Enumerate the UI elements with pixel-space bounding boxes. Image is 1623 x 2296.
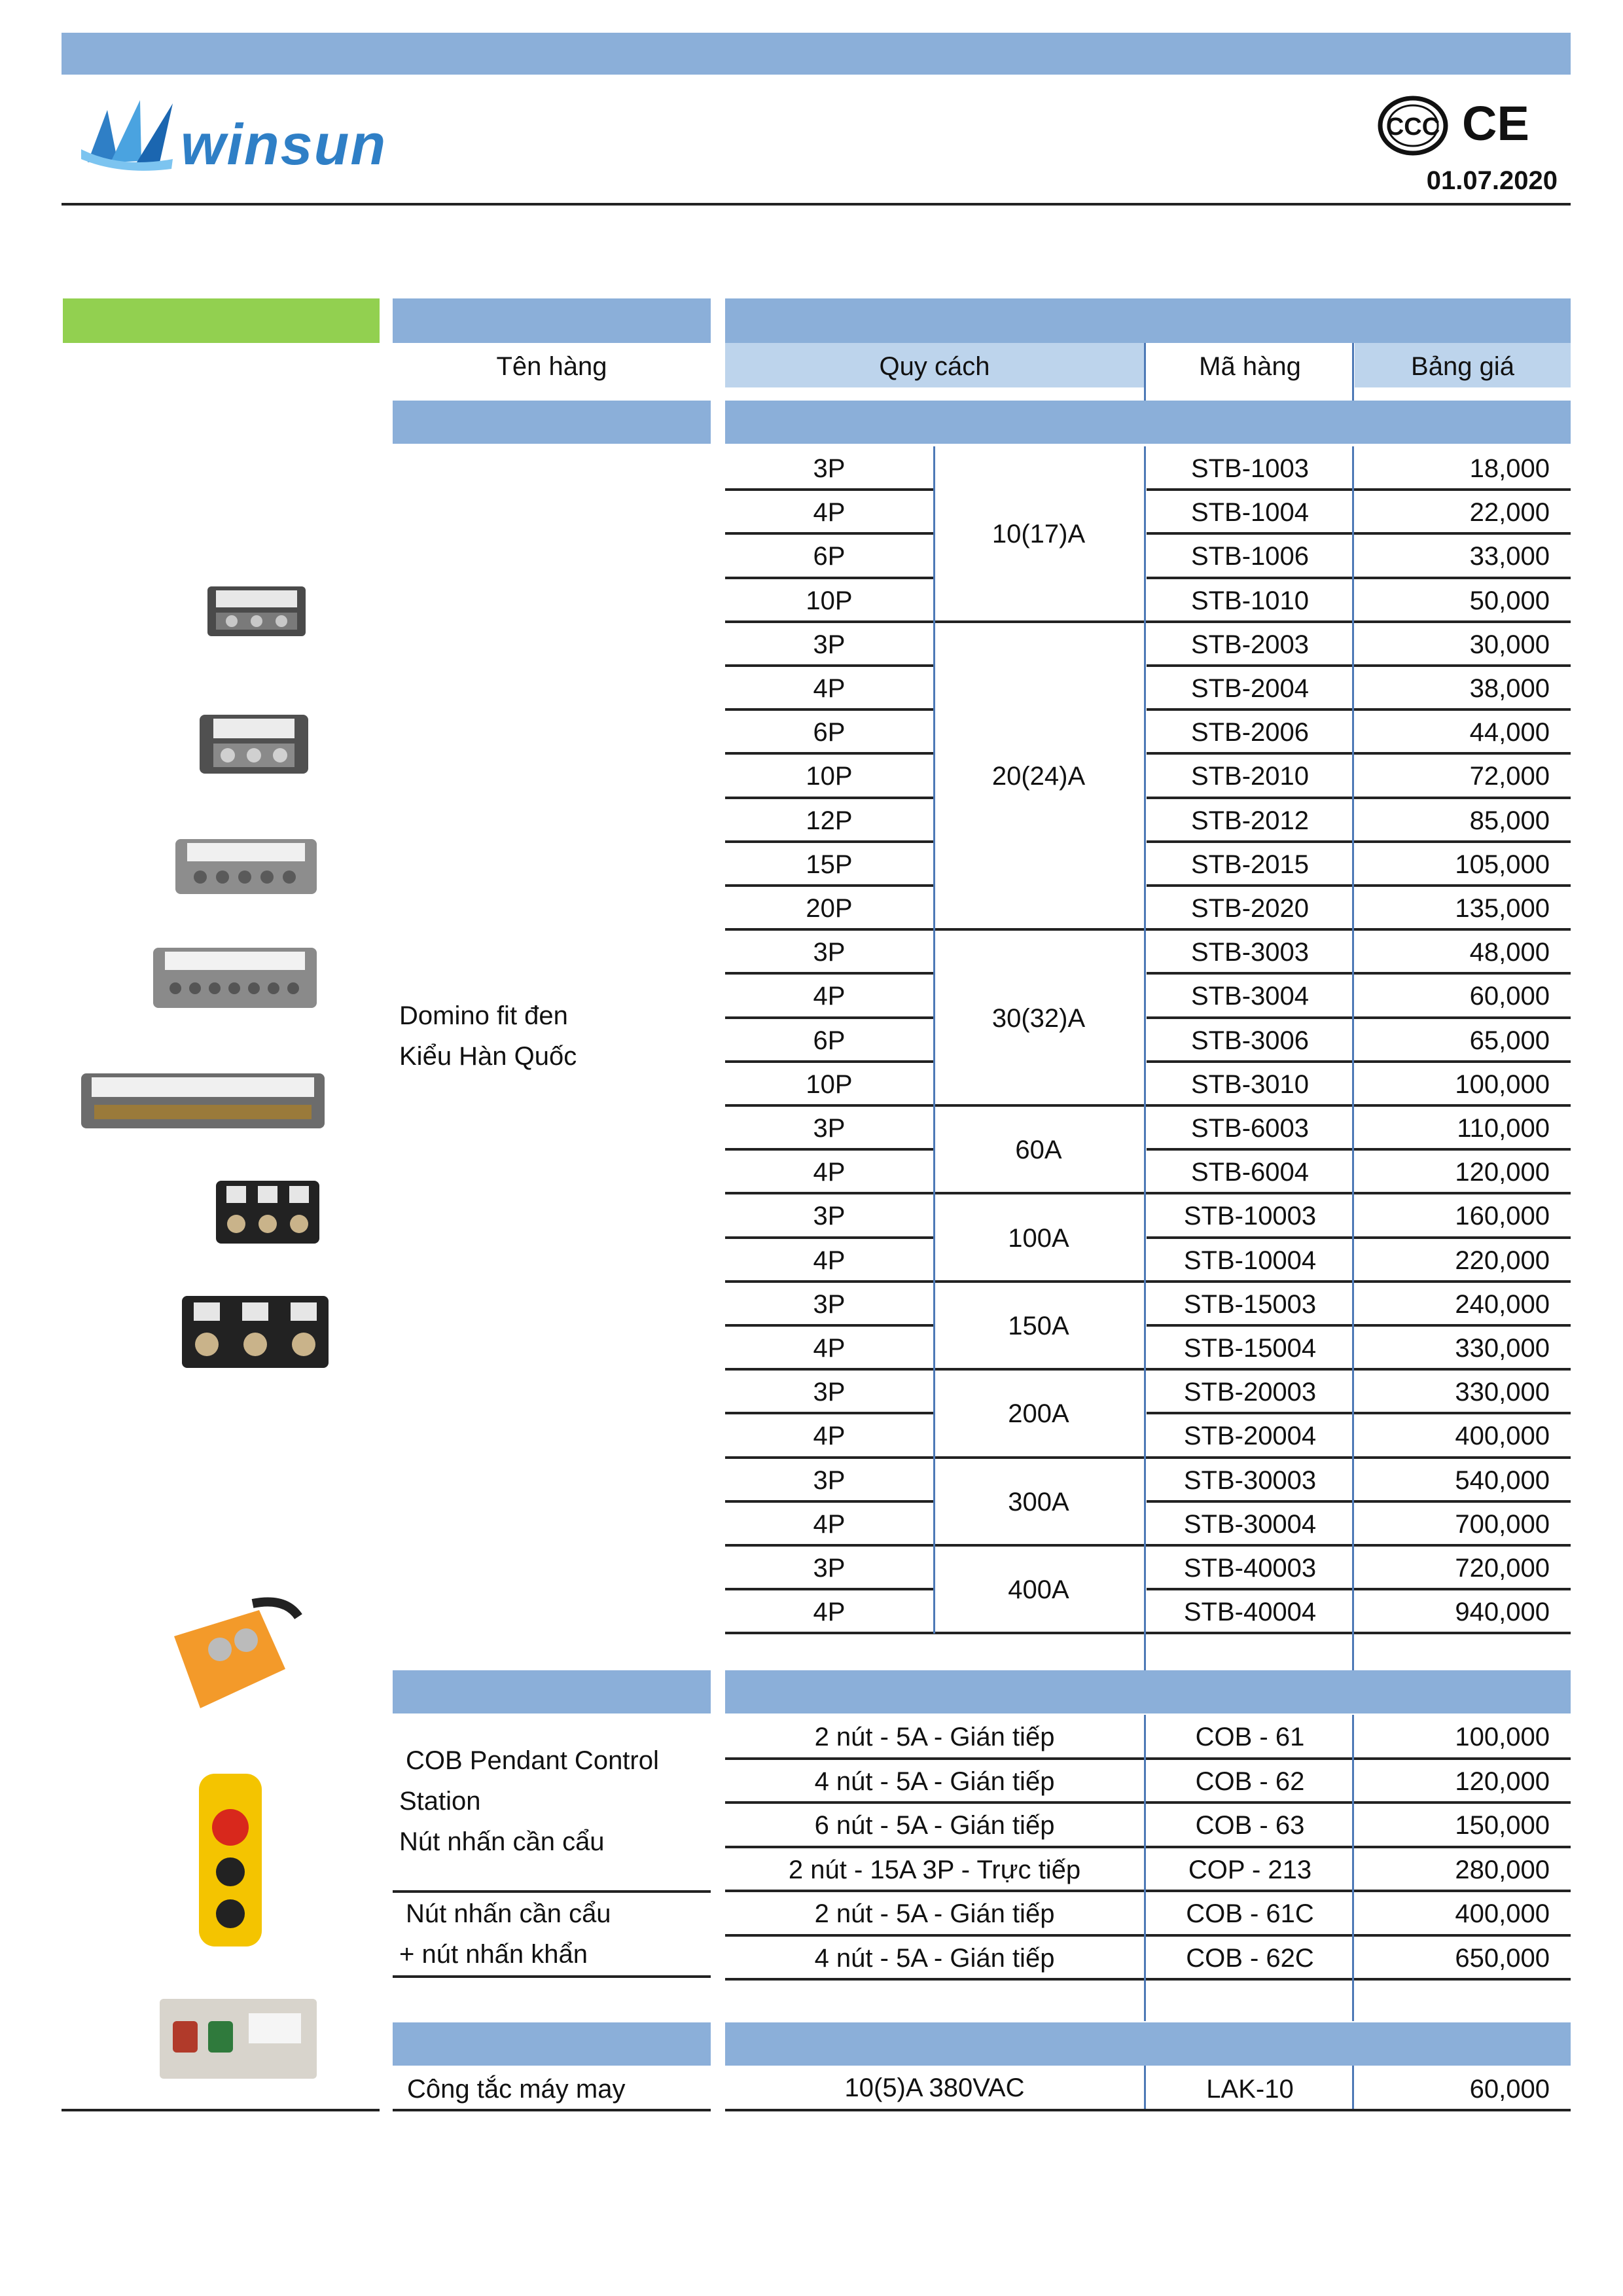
pole-count: 3P [813, 1465, 846, 1495]
price: 22,000 [1469, 498, 1550, 528]
price: 400,000 [1455, 1422, 1550, 1451]
price: 240,000 [1455, 1289, 1550, 1319]
grid-vline [1144, 343, 1146, 401]
price: 330,000 [1455, 1334, 1550, 1363]
row-divider [725, 577, 933, 579]
price: 60,000 [1469, 982, 1550, 1011]
section1-product-name-line1: Domino fit đen [399, 1001, 568, 1030]
row-divider [393, 2109, 711, 2111]
terminal-block-10p-image [149, 940, 321, 1014]
grid-vline [1144, 1977, 1146, 2021]
row-divider [725, 1016, 933, 1019]
row-divider [725, 488, 933, 491]
row-divider [725, 972, 933, 975]
pole-count: 10P [806, 586, 853, 615]
spec-description: 2 nút - 5A - Gián tiếp [814, 1899, 1055, 1928]
top-color-bar [62, 33, 1571, 75]
row-divider [1147, 1588, 1571, 1590]
price: 135,000 [1455, 894, 1550, 923]
pole-count: 3P [813, 1202, 846, 1231]
pole-count: 4P [813, 1246, 846, 1275]
row-divider [725, 1890, 1571, 1892]
pole-count: 4P [813, 1334, 846, 1363]
row-divider [725, 1757, 1571, 1760]
section2-spec-band [725, 1670, 1571, 1713]
section3-price: 60,000 [1469, 2075, 1550, 2104]
pole-count: 3P [813, 1114, 846, 1143]
terminal-block-4p-image [196, 706, 312, 783]
current-rating: 200A [1008, 1399, 1069, 1429]
spec-description: 6 nút - 5A - Gián tiếp [814, 1811, 1055, 1840]
product-code: STB-40004 [1183, 1598, 1317, 1627]
row-divider [725, 1324, 933, 1327]
row-divider [725, 884, 933, 887]
grid-vline [1352, 2066, 1354, 2110]
price: 280,000 [1455, 1855, 1550, 1884]
row-divider [1147, 1500, 1571, 1503]
column-header-name: Tên hàng [496, 352, 607, 381]
price: 540,000 [1455, 1465, 1550, 1495]
terminal-block-6p-image [171, 831, 321, 902]
spec-header-band [725, 298, 1571, 343]
row-divider [1147, 532, 1571, 535]
product-code: STB-3010 [1190, 1069, 1310, 1099]
pendant-control-orange-image [154, 1597, 302, 1727]
grid-vline [1352, 343, 1354, 401]
section2-name-a-line1: COB Pendant Control [406, 1746, 659, 1775]
price: 33,000 [1469, 542, 1550, 571]
row-divider [725, 752, 933, 755]
product-code: COB - 63 [1195, 1811, 1305, 1840]
row-divider [1147, 708, 1571, 711]
spec-description: 4 nút - 5A - Gián tiếp [814, 1767, 1055, 1796]
pole-count: 12P [806, 806, 853, 835]
pole-count: 6P [813, 542, 846, 571]
row-divider [725, 1280, 1571, 1283]
row-divider [1147, 797, 1571, 799]
product-code: STB-2012 [1190, 806, 1310, 835]
product-code: STB-2020 [1190, 894, 1310, 923]
row-divider [62, 2109, 380, 2111]
row-divider [393, 1890, 711, 1893]
header-divider [62, 203, 1571, 206]
product-code: COB - 61 [1195, 1723, 1305, 1751]
current-rating: 60A [1015, 1136, 1062, 1165]
row-divider [725, 1801, 1571, 1804]
product-code: STB-6003 [1190, 1114, 1310, 1143]
product-code: COP - 213 [1188, 1855, 1312, 1884]
pole-count: 4P [813, 1158, 846, 1187]
product-code: STB-10003 [1183, 1202, 1317, 1231]
price: 720,000 [1455, 1554, 1550, 1583]
terminal-block-100a-image [178, 1287, 332, 1377]
row-divider [725, 840, 933, 843]
section3-spec-band [725, 2022, 1571, 2066]
grid-vline [1352, 446, 1354, 1634]
product-code: STB-1006 [1190, 542, 1310, 571]
product-code: STB-2010 [1190, 762, 1310, 791]
spec-description: 2 nút - 5A - Gián tiếp [814, 1723, 1055, 1751]
row-divider [725, 1060, 933, 1063]
product-code: STB-3004 [1190, 982, 1310, 1011]
current-rating: 100A [1008, 1223, 1069, 1253]
row-divider [1147, 840, 1571, 843]
pole-count: 10P [806, 1069, 853, 1099]
grid-vline [1144, 446, 1146, 1634]
row-divider [725, 664, 933, 667]
price: 100,000 [1455, 1723, 1550, 1751]
brand-name: winsun [181, 112, 387, 177]
row-divider [725, 1632, 1571, 1634]
price: 650,000 [1455, 1943, 1550, 1973]
current-rating: 150A [1008, 1312, 1069, 1340]
product-code: STB-1004 [1190, 498, 1310, 528]
product-code: STB-20003 [1183, 1378, 1317, 1407]
row-divider [1147, 1016, 1571, 1019]
pole-count: 4P [813, 1422, 846, 1451]
row-divider [1147, 1236, 1571, 1239]
price: 65,000 [1469, 1026, 1550, 1055]
price: 30,000 [1469, 630, 1550, 659]
grid-vline [1144, 1715, 1146, 1980]
pole-count: 6P [813, 718, 846, 747]
svg-text:CCC: CCC [1385, 113, 1440, 141]
price-list-date: 01.07.2020 [1426, 166, 1558, 195]
section3-product-name: Công tắc máy may [407, 2075, 626, 2104]
section1-name-band [393, 401, 711, 444]
product-code: STB-2003 [1190, 630, 1310, 659]
row-divider [725, 797, 933, 799]
pole-count: 3P [813, 1378, 846, 1407]
price: 110,000 [1457, 1114, 1550, 1143]
product-code: COB - 62C [1186, 1943, 1314, 1973]
pendant-control-yellow-image [192, 1767, 268, 1953]
pole-count: 10P [806, 762, 853, 791]
product-code: STB-10004 [1183, 1246, 1317, 1275]
row-divider [725, 1104, 1571, 1107]
row-divider [1147, 1324, 1571, 1327]
price: 220,000 [1455, 1246, 1550, 1275]
section3-spec: 10(5)A 380VAC [844, 2073, 1025, 2102]
row-divider [725, 1934, 1571, 1937]
column-header-spec: Quy cách [879, 352, 990, 381]
spec-description: 2 nút - 15A 3P - Trực tiếp [788, 1855, 1081, 1884]
terminal-block-20p-image [79, 1066, 327, 1136]
price: 105,000 [1455, 850, 1550, 879]
row-divider [1147, 1412, 1571, 1414]
price: 48,000 [1469, 938, 1550, 967]
pole-count: 3P [813, 938, 846, 967]
product-code: STB-15003 [1183, 1289, 1317, 1319]
row-divider [725, 928, 1571, 931]
price: 100,000 [1455, 1069, 1550, 1099]
product-code: STB-2004 [1190, 674, 1310, 703]
price: 400,000 [1455, 1899, 1550, 1928]
row-divider [1147, 1148, 1571, 1151]
section2-name-a-line3: Nút nhấn cần cẩu [399, 1827, 605, 1856]
name-header-band [393, 298, 711, 343]
row-divider [725, 620, 1571, 623]
section1-spec-band [725, 401, 1571, 444]
grid-vline [1352, 1626, 1354, 1670]
row-divider [725, 1500, 933, 1503]
grid-vline [1144, 1626, 1146, 1670]
row-divider [393, 1975, 711, 1978]
price: 85,000 [1469, 806, 1550, 835]
pole-count: 4P [813, 498, 846, 528]
current-rating: 30(32)A [991, 1003, 1086, 1033]
green-label-band [63, 298, 380, 343]
row-divider [725, 1544, 1571, 1547]
pole-count: 4P [813, 1598, 846, 1627]
row-divider [1147, 972, 1571, 975]
product-code: STB-2015 [1190, 850, 1310, 879]
pole-count: 6P [813, 1026, 846, 1055]
current-rating: 10(17)A [991, 520, 1086, 549]
row-divider [725, 1978, 1571, 1981]
section1-product-name-line2: Kiểu Hàn Quốc [399, 1042, 577, 1071]
price: 940,000 [1455, 1598, 1550, 1627]
pole-count: 3P [813, 454, 846, 483]
product-code: STB-1010 [1190, 586, 1310, 615]
row-divider [725, 1368, 1571, 1371]
row-divider [725, 1192, 1571, 1194]
product-code: STB-3003 [1190, 938, 1310, 967]
row-divider [1147, 884, 1571, 887]
row-divider [725, 1456, 1571, 1459]
pole-count: 4P [813, 1509, 846, 1539]
row-divider [725, 2109, 1571, 2111]
pole-count: 4P [813, 982, 846, 1011]
terminal-block-3p-image [204, 580, 309, 643]
product-code: COB - 61C [1186, 1899, 1314, 1928]
grid-vline [1144, 2066, 1146, 2110]
row-divider [1147, 488, 1571, 491]
product-code: STB-30004 [1183, 1509, 1317, 1539]
row-divider [1147, 664, 1571, 667]
row-divider [1147, 752, 1571, 755]
pole-count: 3P [813, 1289, 846, 1319]
price: 700,000 [1455, 1509, 1550, 1539]
sewing-machine-switch-image [157, 1995, 319, 2083]
row-divider [725, 1588, 933, 1590]
row-divider [725, 708, 933, 711]
product-code: STB-6004 [1190, 1158, 1310, 1187]
section2-name-band [393, 1670, 711, 1713]
grid-vline [1352, 1715, 1354, 1980]
product-code: STB-20004 [1183, 1422, 1317, 1451]
price: 44,000 [1469, 718, 1550, 747]
price: 120,000 [1455, 1767, 1550, 1796]
column-header-price: Bảng giá [1411, 352, 1514, 381]
current-rating: 20(24)A [991, 762, 1086, 791]
pole-count: 20P [806, 894, 853, 923]
price: 72,000 [1469, 762, 1550, 791]
price: 160,000 [1455, 1202, 1550, 1231]
price: 18,000 [1469, 454, 1550, 483]
section2-name-b-line1: Nút nhấn cần cẩu [406, 1899, 611, 1928]
pole-count: 3P [813, 630, 846, 659]
product-code: STB-2006 [1190, 718, 1310, 747]
price: 38,000 [1469, 674, 1550, 703]
spec-description: 4 nút - 5A - Gián tiếp [814, 1943, 1055, 1973]
product-code: STB-30003 [1183, 1465, 1317, 1495]
section2-name-b-line2: + nút nhấn khẩn [399, 1940, 588, 1969]
row-divider [1147, 1060, 1571, 1063]
product-code: STB-1003 [1190, 454, 1310, 483]
row-divider [725, 1412, 933, 1414]
row-divider [725, 532, 933, 535]
current-rating: 400A [1008, 1575, 1069, 1605]
pole-count: 4P [813, 674, 846, 703]
product-code: STB-40003 [1183, 1554, 1317, 1583]
grid-vline [933, 446, 935, 1634]
product-code: STB-15004 [1183, 1334, 1317, 1363]
row-divider [725, 1846, 1571, 1848]
pole-count: 3P [813, 1554, 846, 1583]
price: 50,000 [1469, 586, 1550, 615]
terminal-block-60a-image [212, 1172, 323, 1253]
price: 120,000 [1455, 1158, 1550, 1187]
current-rating: 300A [1008, 1487, 1069, 1516]
price: 150,000 [1455, 1811, 1550, 1840]
product-code: COB - 62 [1195, 1767, 1305, 1796]
section3-name-band [393, 2022, 711, 2066]
pole-count: 15P [806, 850, 853, 879]
grid-vline [1352, 1977, 1354, 2021]
price: 330,000 [1455, 1378, 1550, 1407]
column-header-code: Mã hàng [1199, 352, 1301, 381]
row-divider [725, 1236, 933, 1239]
section2-name-a-line2: Station [399, 1787, 481, 1816]
ccc-certification-icon [1377, 94, 1449, 157]
section3-code: LAK-10 [1206, 2075, 1294, 2104]
product-code: STB-3006 [1190, 1026, 1310, 1055]
ce-mark: CE [1462, 96, 1529, 151]
row-divider [725, 1148, 933, 1151]
row-divider [1147, 577, 1571, 579]
